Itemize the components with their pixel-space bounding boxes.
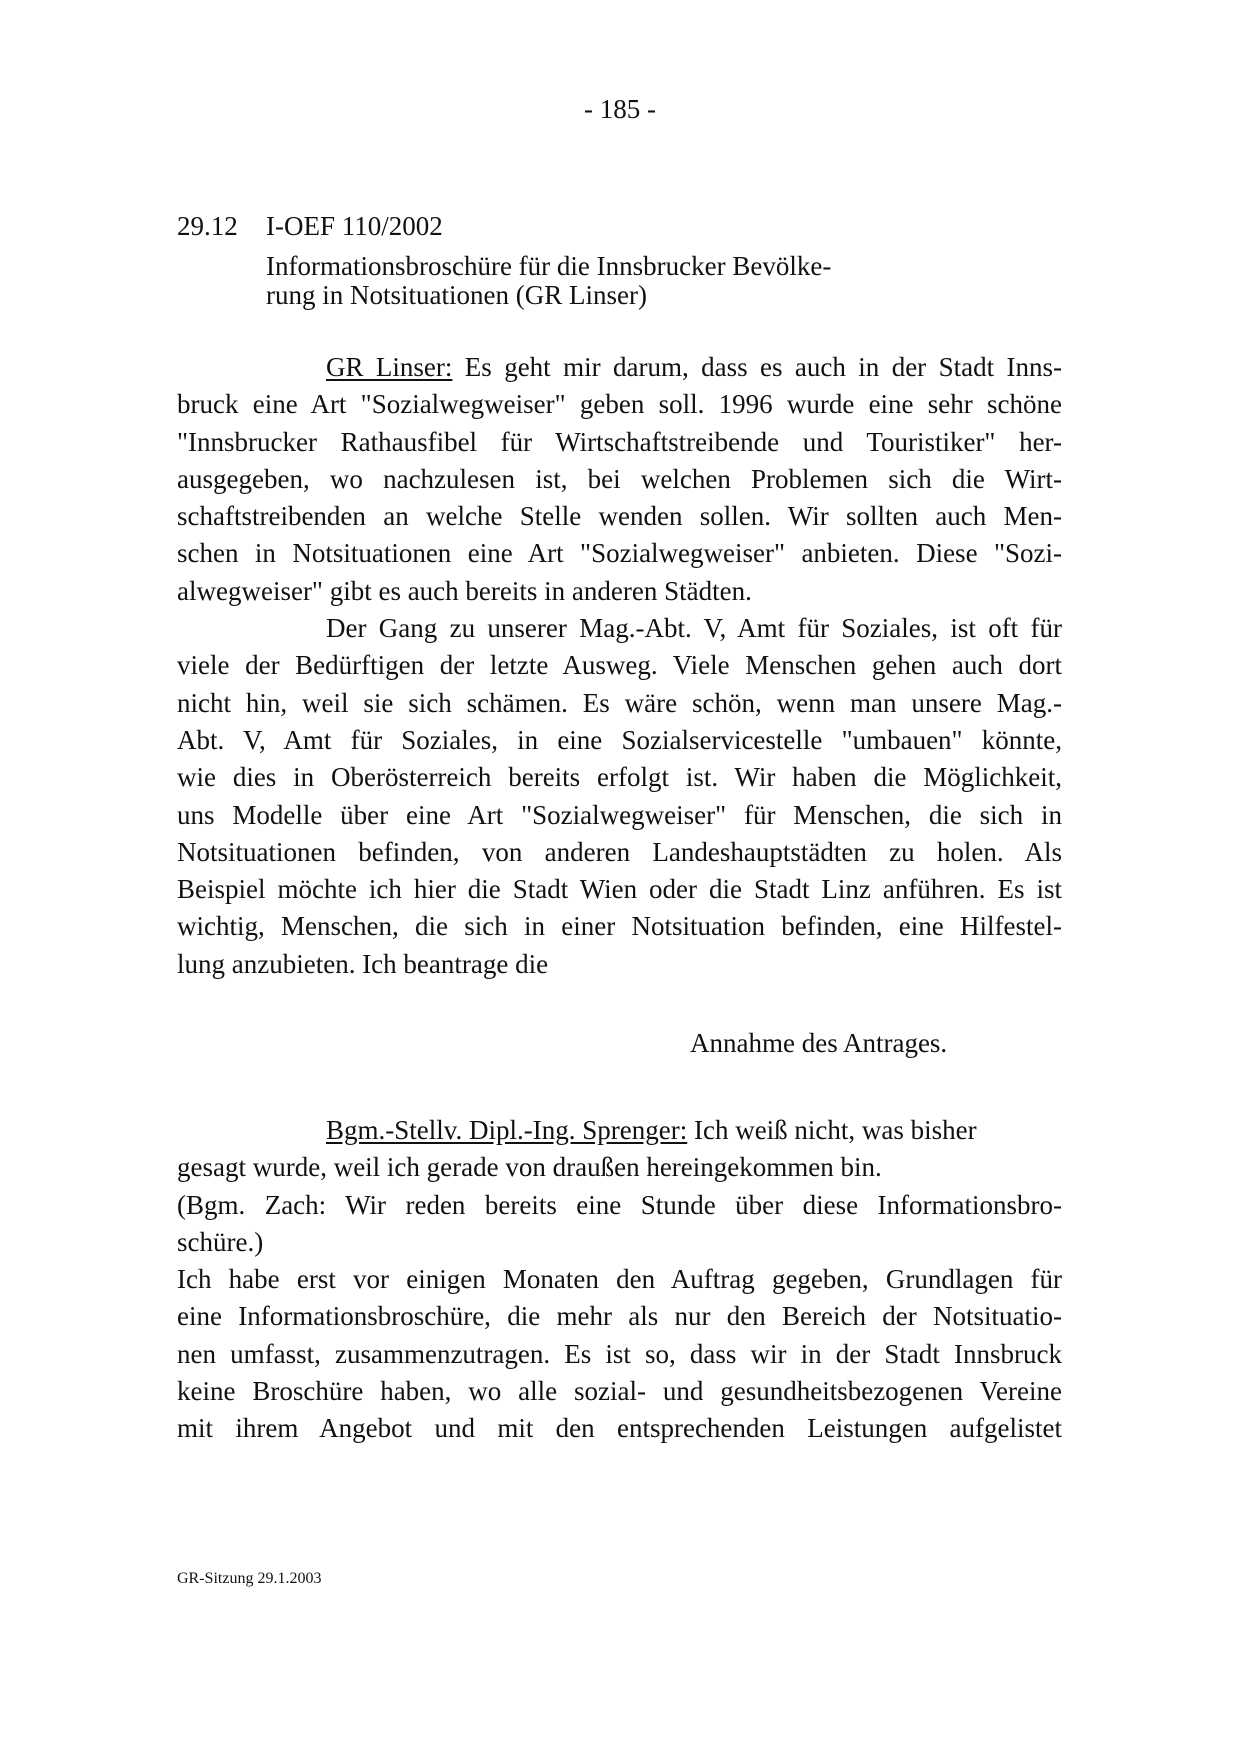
- speech-text: Es geht mir darum, dass es auch in der Stadt Inns-: [452, 352, 1062, 382]
- speech-line: schen in Notsituationen eine Art "Sozialwegweiser" anbieten. Diese "Sozi-: [177, 538, 1062, 569]
- speech-line: "Innsbrucker Rathausfibel für Wirtschaftstreibende und Touristiker" her-: [177, 426, 1062, 457]
- speech-line: Der Gang zu unserer Mag.-Abt. V, Amt für Soziales, ist oft für: [326, 613, 1062, 644]
- speech-line: uns Modelle über eine Art "Sozialwegweiser" für Menschen, die sich in: [177, 799, 1062, 830]
- speech-line: lung anzubieten. Ich beantrage die: [177, 948, 549, 979]
- speech-line: [177, 349, 1062, 386]
- speech-line: Ich habe erst vor einigen Monaten den Auftrag gegeben, Grundlagen für: [177, 1264, 1062, 1295]
- title-line: rung in Notsituationen (GR Linser): [266, 280, 647, 310]
- speech-line: alwegweiser" gibt es auch bereits in anderen Städten.: [177, 575, 752, 606]
- speech-line: eine Informationsbroschüre, die mehr als nur den Bereich der Notsituatio-: [177, 1301, 1062, 1332]
- page-footer: GR-Sitzung 29.1.2003: [177, 1570, 322, 1587]
- agenda-item-number: 29.12: [177, 211, 238, 241]
- speech-line: gesagt wurde, weil ich gerade von draußen hereingekommen bin.: [177, 1152, 882, 1183]
- speech-line: ausgegeben, wo nachzulesen ist, bei welchen Problemen sich die Wirt-: [177, 463, 1062, 494]
- speech-line: Notsituationen befinden, von anderen Landeshauptstädten zu holen. Als: [177, 836, 1062, 867]
- title-line: Informationsbroschüre für die Innsbrucker Bevölke-: [266, 251, 832, 281]
- speaker-name: GR Linser:: [326, 352, 453, 382]
- agenda-item-header: [177, 210, 443, 242]
- speech-line: mit ihrem Angebot und mit den entsprechenden Leistungen aufgelistet: [177, 1413, 1062, 1444]
- speech-line: nicht hin, weil sie sich schämen. Es wäre schön, wenn man unsere Mag.-: [177, 687, 1062, 718]
- speech-linser: [177, 349, 1062, 983]
- speech-line: schaftstreibenden an welche Stelle wenden sollen. Wir sollten auch Men-: [177, 501, 1062, 532]
- speech-line: viele der Bedürftigen der letzte Ausweg. Viele Menschen gehen auch dort: [177, 650, 1062, 681]
- page-number: - 185 -: [584, 94, 656, 124]
- speech-line: bruck eine Art "Sozialwegweiser" geben soll. 1996 wurde eine sehr schöne: [177, 389, 1062, 420]
- agenda-item-reference: I-OEF 110/2002: [266, 211, 443, 241]
- speech-line: Beispiel möchte ich hier die Stadt Wien oder die Stadt Linz anführen. Es ist: [177, 874, 1062, 905]
- speech-line: [177, 1112, 1062, 1149]
- speech-sprenger: [177, 1112, 1062, 1448]
- speech-line: keine Broschüre haben, wo alle sozial- und gesundheitsbezogenen Vereine: [177, 1376, 1062, 1407]
- speaker-name: Bgm.-Stellv. Dipl.-Ing. Sprenger:: [326, 1115, 688, 1145]
- speech-line: wie dies in Oberösterreich bereits erfolgt ist. Wir haben die Möglichkeit,: [177, 762, 1062, 793]
- speech-text: Ich weiß nicht, was bisher: [687, 1115, 977, 1145]
- interjection-line: schüre.): [177, 1226, 264, 1257]
- interjection-line: (Bgm. Zach: Wir reden bereits eine Stunde über diese Informationsbro-: [177, 1189, 1062, 1220]
- motion-text: Annahme des Antrages.: [690, 1028, 948, 1058]
- speech-line: Abt. V, Amt für Soziales, in eine Sozialservicestelle "umbauen" könnte,: [177, 724, 1062, 755]
- agenda-item-title: [266, 252, 831, 310]
- speech-line: wichtig, Menschen, die sich in einer Notsituation befinden, eine Hilfestel-: [177, 911, 1062, 942]
- speech-line: nen umfasst, zusammenzutragen. Es ist so, dass wir in der Stadt Innsbruck: [177, 1338, 1062, 1369]
